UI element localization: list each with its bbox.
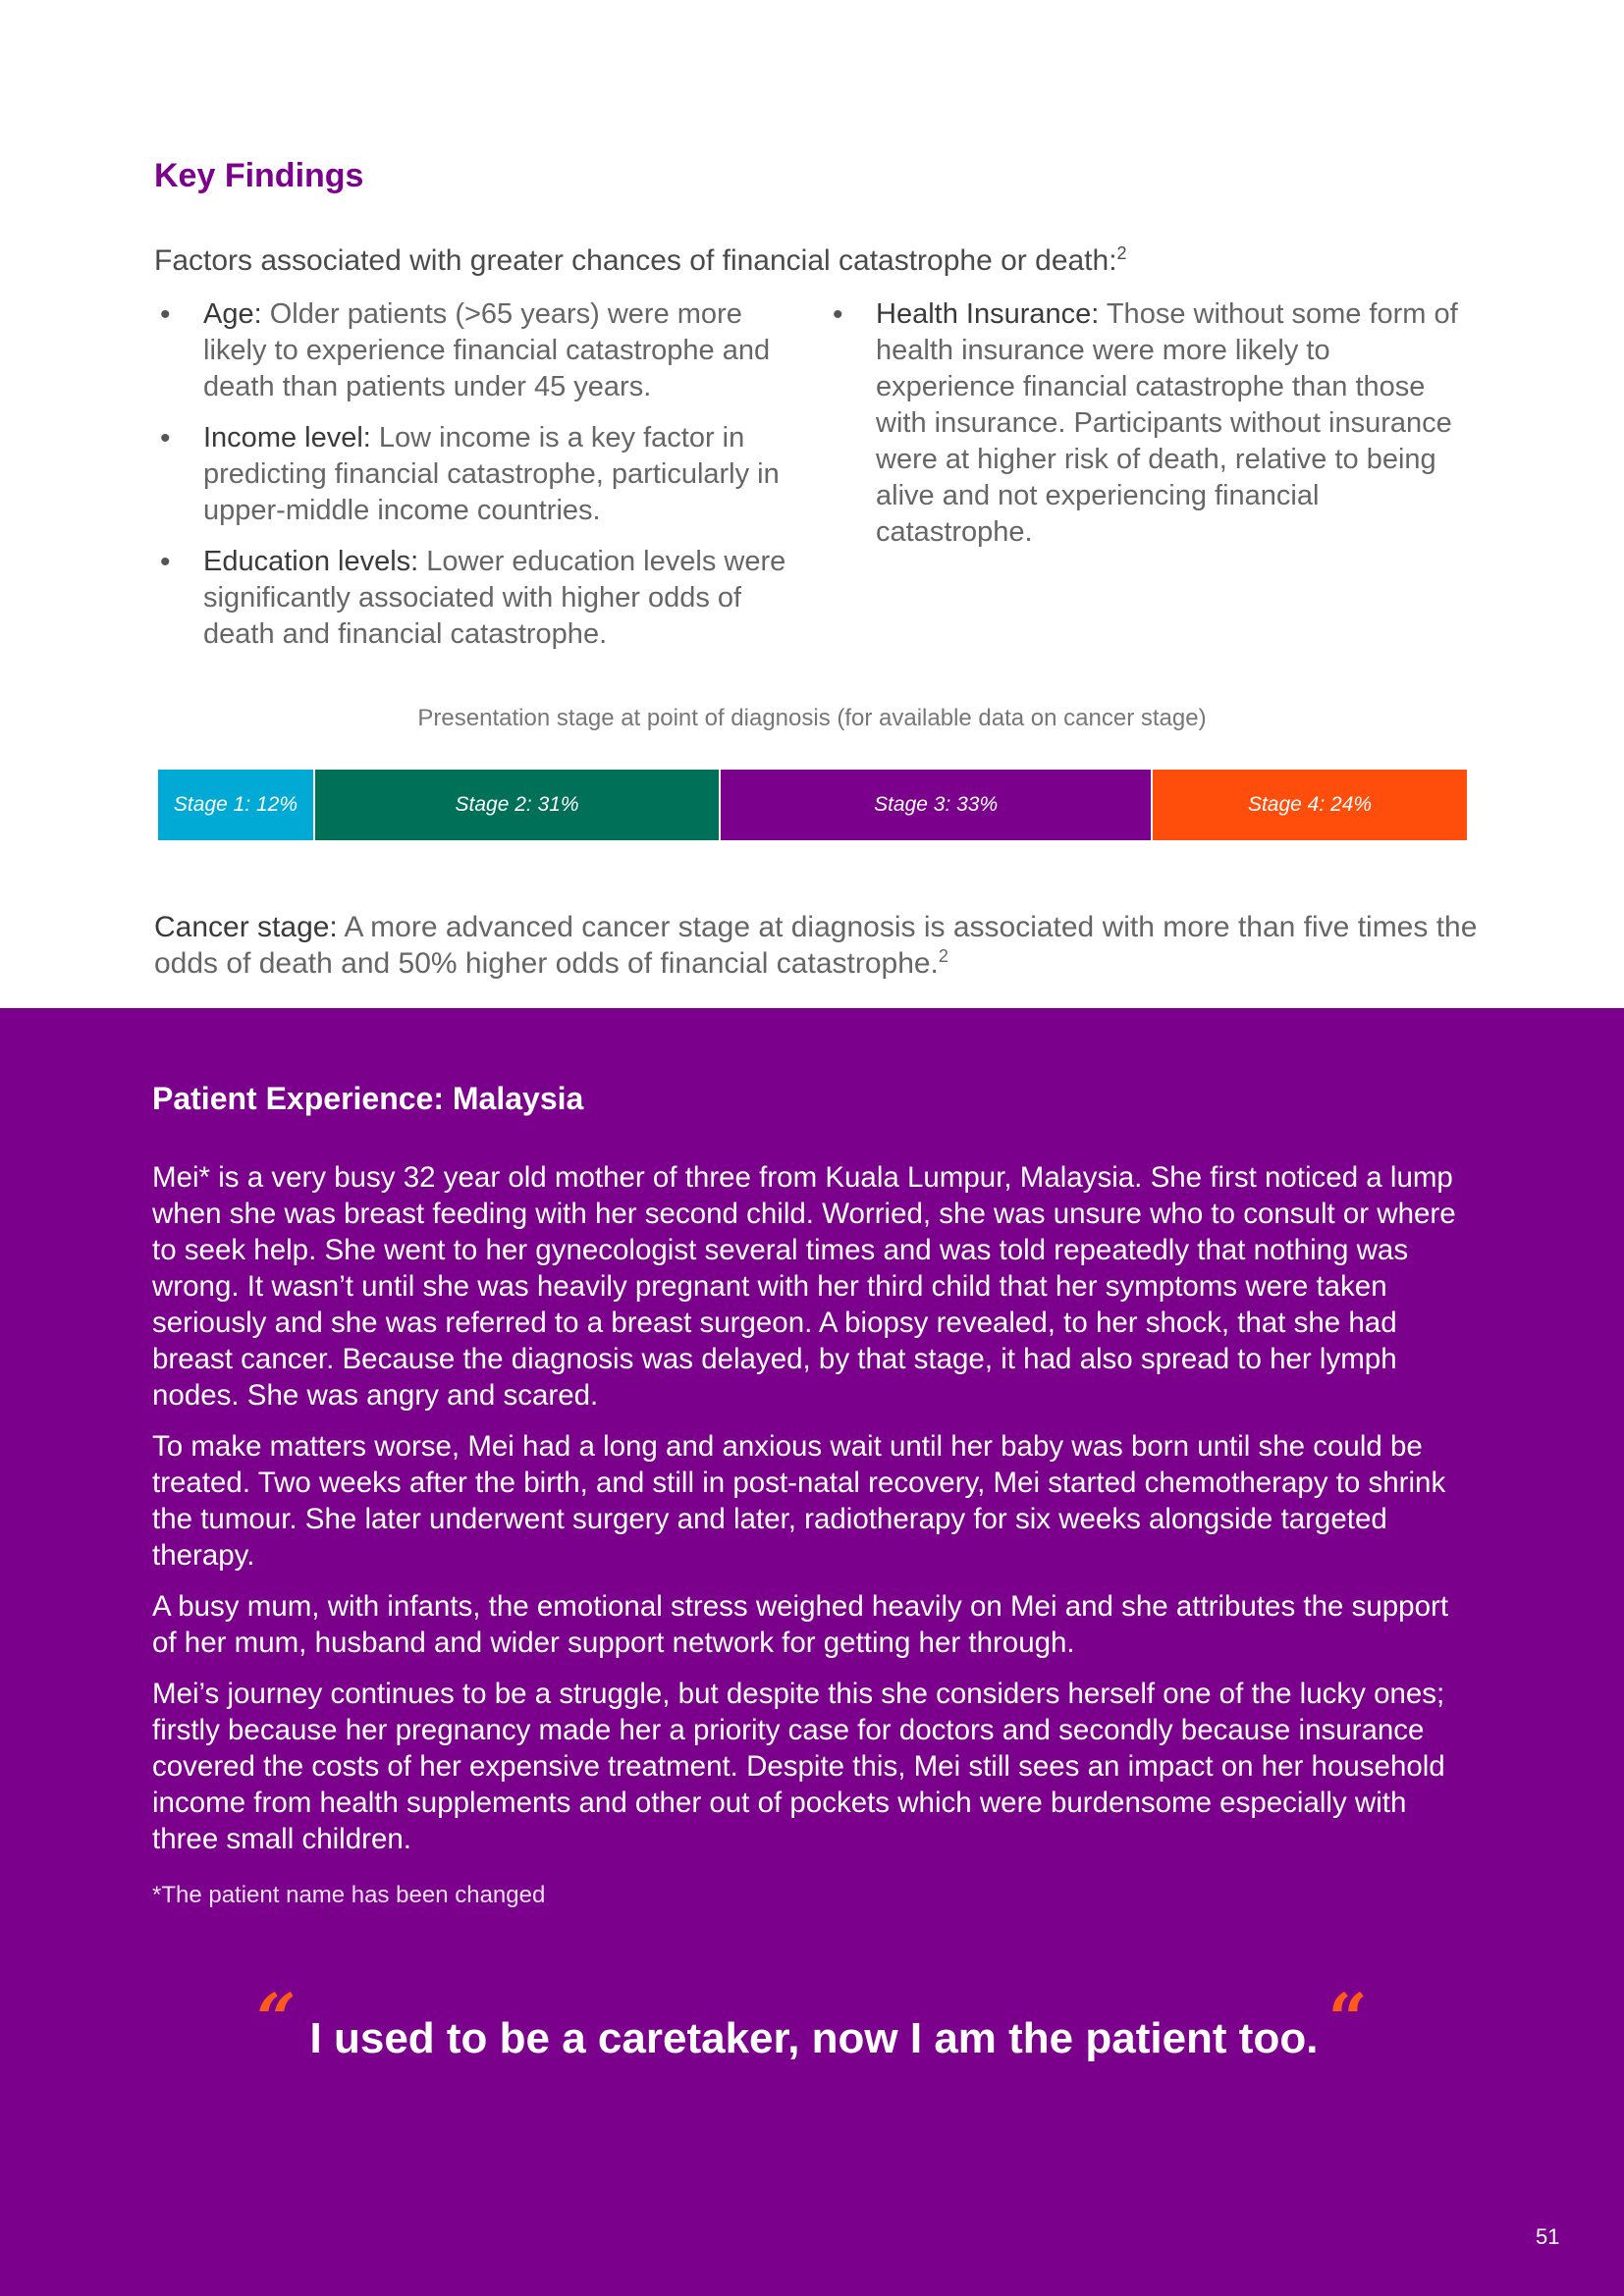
bullet-text: Low income is a key factor in predicting financial catastrophe, particularly in upper-middle income countries. [203, 422, 780, 526]
pull-quote [0, 1978, 1624, 2069]
close-quote-mark: “ [1327, 1978, 1368, 2059]
patient-story [152, 1159, 1478, 1872]
stage-bar-segment-1 [158, 770, 315, 840]
stage-bar-label: Stage 2: 31% [455, 793, 579, 816]
patient-name-footnote: *The patient name has been changed [152, 1882, 546, 1908]
bullet-term: Education levels: [203, 546, 419, 577]
cancer-stage-term: Cancer stage: [154, 911, 338, 943]
bullet-health-insurance [827, 296, 1475, 551]
cancer-stage-paragraph [154, 909, 1480, 982]
bullet-text: Lower education levels were significantly associated with higher odds of death and financial catastrophe. [203, 546, 786, 650]
bullet-education [154, 544, 802, 653]
stage-bar-segment-4 [1153, 770, 1467, 840]
cancer-stage-reference: 2 [938, 946, 948, 966]
patient-experience-heading: Patient Experience: Malaysia [152, 1081, 584, 1116]
story-paragraph: Mei* is a very busy 32 year old mother of three from Kuala Lumpur, Malaysia. She first noticed a lump when she was breast feeding with her second child. Worried, she was unsure who to consult or where to seek help. She went to her gynecologist several times and was told repeatedly that nothing was wrong. It wasn’t until she was heavily pregnant with her third child that her symptoms were taken seriously and she was referred to a breast surgeon. A biopsy revealed, to her shock, that she had breast cancer. Because the diagnosis was delayed, by that stage, it had also spread to her lymph nodes. She was angry and scared. [152, 1161, 1456, 1412]
intro-reference: 2 [1116, 243, 1127, 263]
stage-stacked-bar [158, 770, 1467, 840]
patient-experience-panel [0, 1008, 1624, 2296]
bullet-text: Those without some form of health insurance were more likely to experience financial catastrophe than those with insurance. Participants without insurance were at higher risk of death, relative to being alive and not experiencing financial catastrophe. [876, 298, 1458, 548]
bullet-term: Income level: [203, 422, 371, 454]
bullet-age [154, 296, 802, 405]
stage-bar-label: Stage 1: 12% [173, 793, 298, 816]
key-findings-section [0, 0, 1624, 1008]
bullet-income [154, 420, 802, 529]
story-paragraph: To make matters worse, Mei had a long and anxious wait until her baby was born until she could be treated. Two weeks after the birth, and still in post-natal recovery, Mei started chemotherapy to shrink the tumour. She later underwent surgery and later, radiotherapy for six weeks alongside targeted therapy. [152, 1430, 1446, 1572]
bullet-text: Older patients (>65 years) were more likely to experience financial catastrophe and death than patients under 45 years. [203, 298, 771, 402]
cancer-stage-text: A more advanced cancer stage at diagnosis is associated with more than five times the odds of death and 50% higher odds of financial catastrophe. [154, 911, 1478, 980]
page-number: 51 [1536, 2224, 1560, 2249]
open-quote-mark: “ [256, 1978, 297, 2059]
stage-bar-label: Stage 4: 24% [1247, 793, 1373, 816]
intro-text: Factors associated with greater chances of financial catastrophe or death: [154, 244, 1117, 277]
right-bullet-list [827, 296, 1475, 565]
stage-bar-segment-3 [721, 770, 1153, 840]
stage-bar-segment-2 [315, 770, 721, 840]
bullet-term: Health Insurance: [876, 298, 1100, 330]
stage-chart-title: Presentation stage at point of diagnosis (for available data on cancer stage) [417, 705, 1207, 731]
quote-text: I used to be a caretaker, now I am the patient too. [309, 2014, 1319, 2062]
story-paragraph: Mei’s journey continues to be a struggle, but despite this she considers herself one of the lucky ones; firstly because her pregnancy made her a priority case for doctors and secondly because insurance covered the costs of her expensive treatment. Despite this, Mei still sees an impact on her household income from health supplements and other out of pockets which were burdensome especially with three small children. [152, 1678, 1445, 1855]
key-findings-intro [154, 244, 1127, 278]
story-paragraph: A busy mum, with infants, the emotional stress weighed heavily on Mei and she attributes the support of her mum, husband and wider support network for getting her through. [152, 1590, 1449, 1659]
bullet-term: Age: [203, 298, 262, 330]
left-bullet-list [154, 296, 802, 667]
key-findings-heading: Key Findings [154, 157, 364, 194]
stage-bar-label: Stage 3: 33% [874, 793, 999, 816]
